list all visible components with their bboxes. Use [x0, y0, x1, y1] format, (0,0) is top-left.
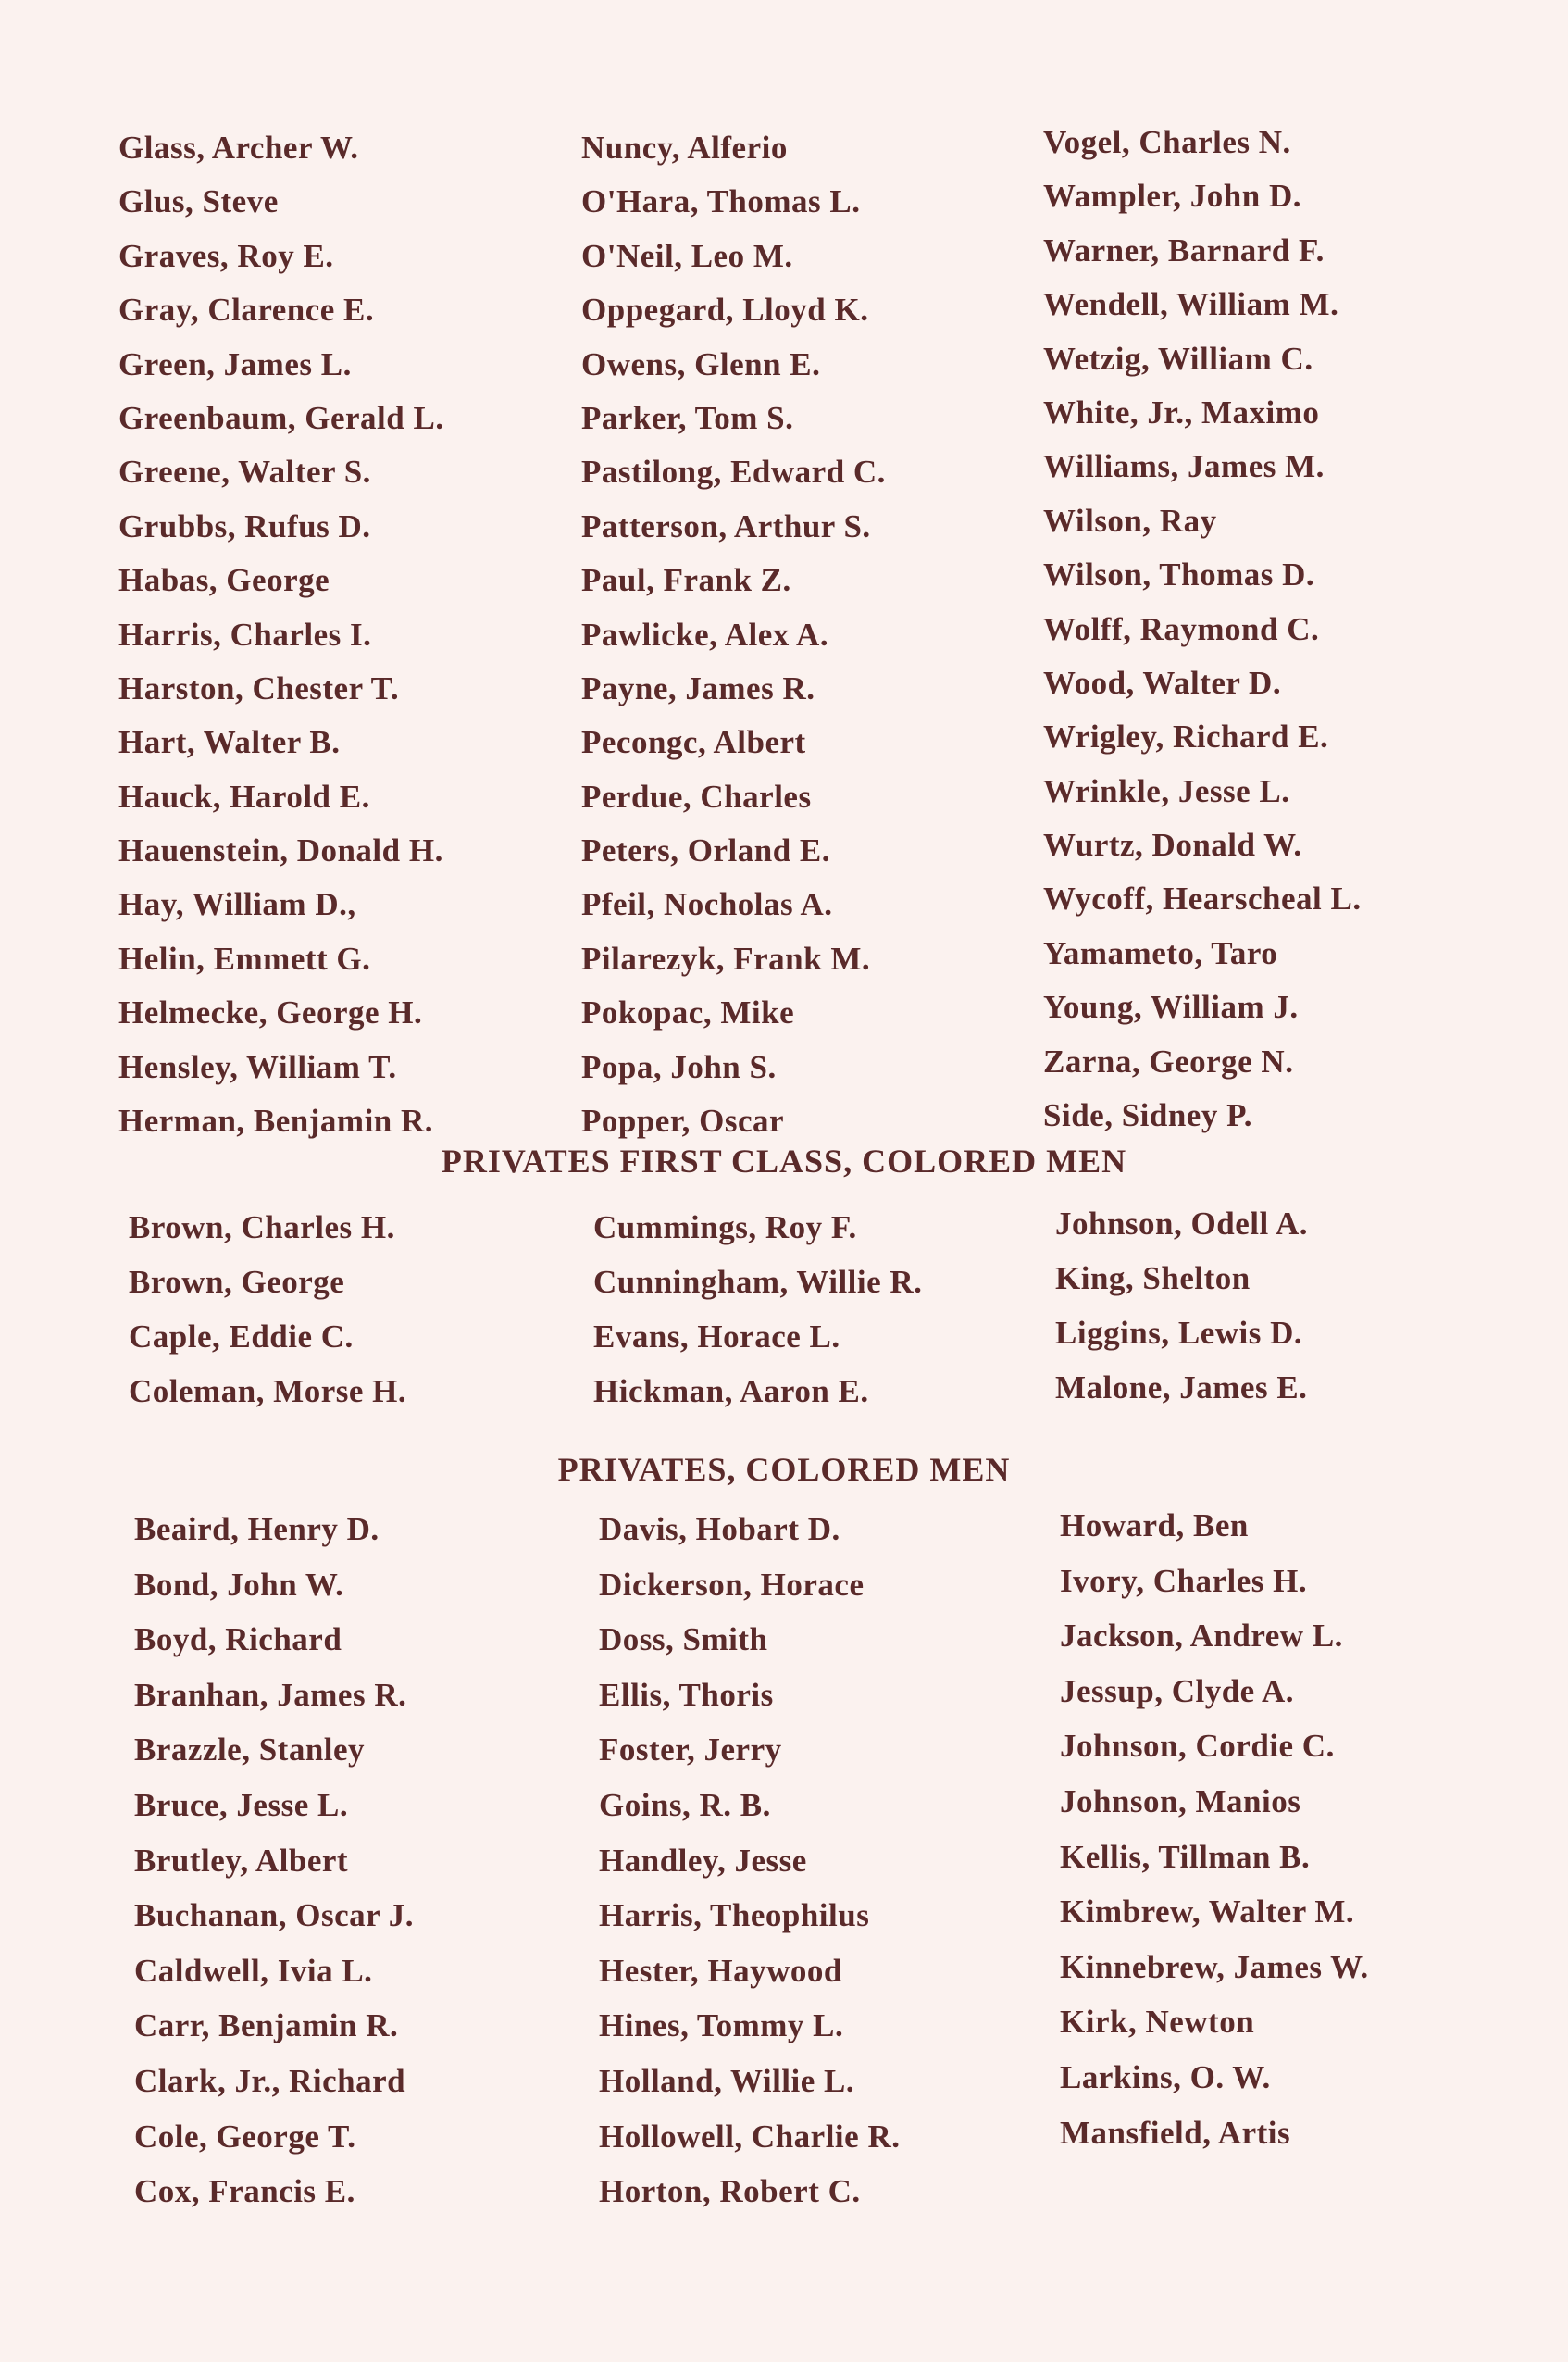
- section-heading-first-class-colored: PRIVATES FIRST CLASS, COLORED MEN: [441, 1143, 1127, 1180]
- roster-name: Boyd, Richard: [134, 1621, 342, 1658]
- roster-name: Patterson, Arthur S.: [581, 507, 871, 544]
- roster-name: Wood, Walter D.: [1043, 664, 1282, 701]
- roster-name: Foster, Jerry: [599, 1731, 782, 1768]
- roster-name: Brutley, Albert: [134, 1842, 349, 1879]
- roster-name: Zarna, George N.: [1043, 1043, 1294, 1080]
- roster-name: Side, Sidney P.: [1043, 1097, 1253, 1134]
- roster-name: Pokopac, Mike: [581, 994, 795, 1031]
- roster-name: Brown, Charles H.: [129, 1209, 395, 1245]
- roster-name: Jackson, Andrew L.: [1060, 1618, 1343, 1655]
- roster-name: Graves, Roy E.: [118, 237, 334, 274]
- roster-name: Clark, Jr., Richard: [134, 2062, 406, 2099]
- name-column-3: [1043, 126, 1362, 1153]
- roster-name: Bruce, Jesse L.: [134, 1786, 349, 1823]
- roster-name: Hickman, Aaron E.: [593, 1373, 869, 1409]
- roster-name: Pecongc, Albert: [581, 724, 806, 761]
- roster-name: Pfeil, Nocholas A.: [581, 886, 833, 923]
- roster-name: Caple, Eddie C.: [129, 1318, 354, 1355]
- roster-name: Hester, Haywood: [599, 1952, 842, 1989]
- roster-name: Hollowell, Charlie R.: [599, 2118, 901, 2155]
- roster-name: Howard, Ben: [1060, 1507, 1249, 1543]
- roster-name: Johnson, Cordie C.: [1060, 1728, 1335, 1765]
- roster-name: O'Neil, Leo M.: [581, 237, 793, 274]
- name-column-1: [129, 1211, 406, 1430]
- roster-name: Hensley, William T.: [118, 1048, 397, 1085]
- roster-name: Carr, Benjamin R.: [134, 2007, 399, 2044]
- roster-name: Doss, Smith: [599, 1621, 768, 1658]
- roster-name: Handley, Jesse: [599, 1842, 807, 1879]
- roster-name: Helmecke, George H.: [118, 994, 423, 1031]
- roster-name: Cole, George T.: [134, 2118, 356, 2155]
- roster-name: Cunningham, Willie R.: [593, 1264, 923, 1300]
- name-column-1: [134, 1513, 414, 2231]
- roster-name: Coleman, Morse H.: [129, 1373, 407, 1409]
- roster-name: Hart, Walter B.: [118, 724, 341, 761]
- roster-name: Evans, Horace L.: [593, 1318, 840, 1355]
- roster-name: Buchanan, Oscar J.: [134, 1897, 415, 1934]
- roster-name: Johnson, Manios: [1060, 1782, 1301, 1819]
- roster-name: Herman, Benjamin R.: [118, 1103, 434, 1140]
- roster-name: Wrinkle, Jesse L.: [1043, 772, 1290, 809]
- roster-name: Hay, William D.,: [118, 886, 356, 923]
- roster-name: Malone, James E.: [1055, 1369, 1308, 1406]
- section-heading-privates-colored: PRIVATES, COLORED MEN: [557, 1451, 1011, 1488]
- roster-name: Johnson, Odell A.: [1055, 1206, 1309, 1242]
- roster-name: Harston, Chester T.: [118, 669, 400, 706]
- roster-name: Mansfield, Artis: [1060, 2114, 1291, 2151]
- roster-name: Wilson, Ray: [1043, 502, 1217, 539]
- roster-name: Green, James L.: [118, 345, 352, 382]
- roster-name: O'Hara, Thomas L.: [581, 183, 861, 220]
- roster-name: Pawlicke, Alex A.: [581, 616, 829, 653]
- roster-name: White, Jr., Maximo: [1043, 394, 1320, 431]
- roster-name: Davis, Hobart D.: [599, 1511, 840, 1547]
- roster-name: Kellis, Tillman B.: [1060, 1838, 1311, 1875]
- roster-name: Parker, Tom S.: [581, 399, 794, 436]
- roster-name: Popa, John S.: [581, 1048, 777, 1085]
- roster-name: Kimbrew, Walter M.: [1060, 1893, 1355, 1931]
- name-column-1: [118, 131, 444, 1158]
- roster-name: Kinnebrew, James W.: [1060, 1948, 1369, 1985]
- roster-name: Grubbs, Rufus D.: [118, 507, 371, 544]
- roster-name: Wetzig, William C.: [1043, 340, 1313, 377]
- roster-name: Hauenstein, Donald H.: [118, 832, 443, 869]
- roster-name: Williams, James M.: [1043, 448, 1325, 485]
- roster-name: Dickerson, Horace: [599, 1566, 865, 1603]
- roster-name: Oppegard, Lloyd K.: [581, 292, 869, 329]
- roster-name: Wycoff, Hearscheal L.: [1043, 881, 1362, 918]
- roster-name: Cummings, Roy F.: [593, 1209, 857, 1245]
- roster-name: Wilson, Thomas D.: [1043, 556, 1315, 594]
- roster-name: Vogel, Charles N.: [1043, 124, 1291, 160]
- roster-name: Gray, Clarence E.: [118, 292, 375, 329]
- roster-name: Nuncy, Alferio: [581, 130, 788, 166]
- roster-name: Young, William J.: [1043, 989, 1299, 1026]
- name-column-3: [1055, 1207, 1308, 1426]
- roster-name: Liggins, Lewis D.: [1055, 1315, 1303, 1351]
- roster-name: Horton, Robert C.: [599, 2173, 861, 2210]
- roster-name: Ivory, Charles H.: [1060, 1562, 1308, 1599]
- roster-name: King, Shelton: [1055, 1260, 1251, 1296]
- roster-name: Pilarezyk, Frank M.: [581, 940, 871, 977]
- roster-name: Helin, Emmett G.: [118, 940, 371, 977]
- name-column-2: [599, 1513, 900, 2231]
- roster-name: Kirk, Newton: [1060, 2004, 1255, 2041]
- roster-name: Cox, Francis E.: [134, 2173, 355, 2210]
- roster-name: Hines, Tommy L.: [599, 2007, 844, 2044]
- name-column-2: [581, 131, 886, 1158]
- roster-name: Peters, Orland E.: [581, 832, 831, 869]
- roster-name: Payne, James R.: [581, 669, 815, 706]
- roster-name: Harris, Theophilus: [599, 1897, 870, 1934]
- roster-name: Greene, Walter S.: [118, 454, 371, 491]
- name-column-2: [593, 1211, 922, 1430]
- roster-name: Greenbaum, Gerald L.: [118, 399, 444, 436]
- roster-name: Branhan, James R.: [134, 1676, 407, 1713]
- roster-name: Brown, George: [129, 1264, 345, 1300]
- roster-name: Wurtz, Donald W.: [1043, 827, 1302, 864]
- roster-name: Wrigley, Richard E.: [1043, 719, 1329, 756]
- roster-name: Ellis, Thoris: [599, 1676, 774, 1713]
- roster-name: Warner, Barnard F.: [1043, 231, 1325, 269]
- roster-name: Paul, Frank Z.: [581, 562, 791, 599]
- roster-name: Habas, George: [118, 562, 330, 599]
- roster-name: Brazzle, Stanley: [134, 1731, 366, 1768]
- roster-name: Wampler, John D.: [1043, 178, 1301, 215]
- roster-name: Harris, Charles I.: [118, 616, 372, 653]
- roster-name: Jessup, Clyde A.: [1060, 1672, 1295, 1709]
- roster-name: Glus, Steve: [118, 183, 279, 220]
- roster-name: Goins, R. B.: [599, 1786, 771, 1823]
- roster-name: Owens, Glenn E.: [581, 345, 821, 382]
- roster-name: Hauck, Harold E.: [118, 778, 370, 815]
- roster-name: Perdue, Charles: [581, 778, 812, 815]
- roster-name: Wolff, Raymond C.: [1043, 610, 1320, 647]
- roster-name: Bond, John W.: [134, 1566, 344, 1603]
- roster-name: Glass, Archer W.: [118, 130, 359, 166]
- roster-name: Yamameto, Taro: [1043, 934, 1278, 971]
- name-column-3: [1060, 1509, 1369, 2171]
- roster-name: Caldwell, Ivia L.: [134, 1952, 373, 1989]
- roster-name: Popper, Oscar: [581, 1103, 785, 1140]
- roster-name: Pastilong, Edward C.: [581, 454, 886, 491]
- roster-name: Beaird, Henry D.: [134, 1511, 380, 1547]
- roster-name: Wendell, William M.: [1043, 286, 1339, 323]
- roster-name: Larkins, O. W.: [1060, 2058, 1271, 2095]
- roster-name: Holland, Willie L.: [599, 2062, 855, 2099]
